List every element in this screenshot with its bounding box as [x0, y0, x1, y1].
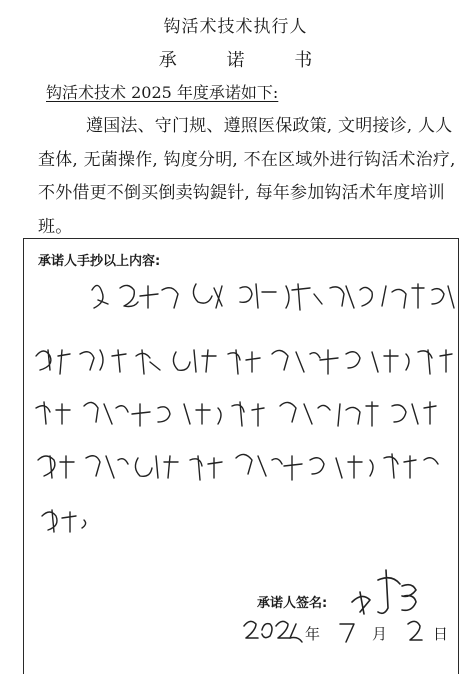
document-title: 承 诺 书 — [158, 50, 335, 71]
date-day-unit: 日 — [433, 625, 449, 643]
signature-mark — [352, 570, 416, 614]
signature-label: 承诺人签名: — [257, 596, 328, 611]
handwriting-box-label: 承诺人手抄以上内容: — [38, 254, 161, 269]
pledge-lead: 钩活术技术 2025 年度承诺如下: — [46, 83, 279, 102]
handwritten-date — [244, 621, 422, 642]
document-header: 钩活术技术执行人 — [163, 17, 308, 37]
date-year-unit: 年 — [305, 625, 321, 643]
pledge-body: 遵国法、守门规、遵照医保政策, 文明接诊, 人人查体, 无菌操作, 钩度分明, 不在区域外进行钩活术治疗, 不外借更不倒买倒卖钩鍉针, 每年参加钩活术年度培训班。 — [38, 116, 456, 237]
date-month-unit: 月 — [372, 625, 388, 643]
